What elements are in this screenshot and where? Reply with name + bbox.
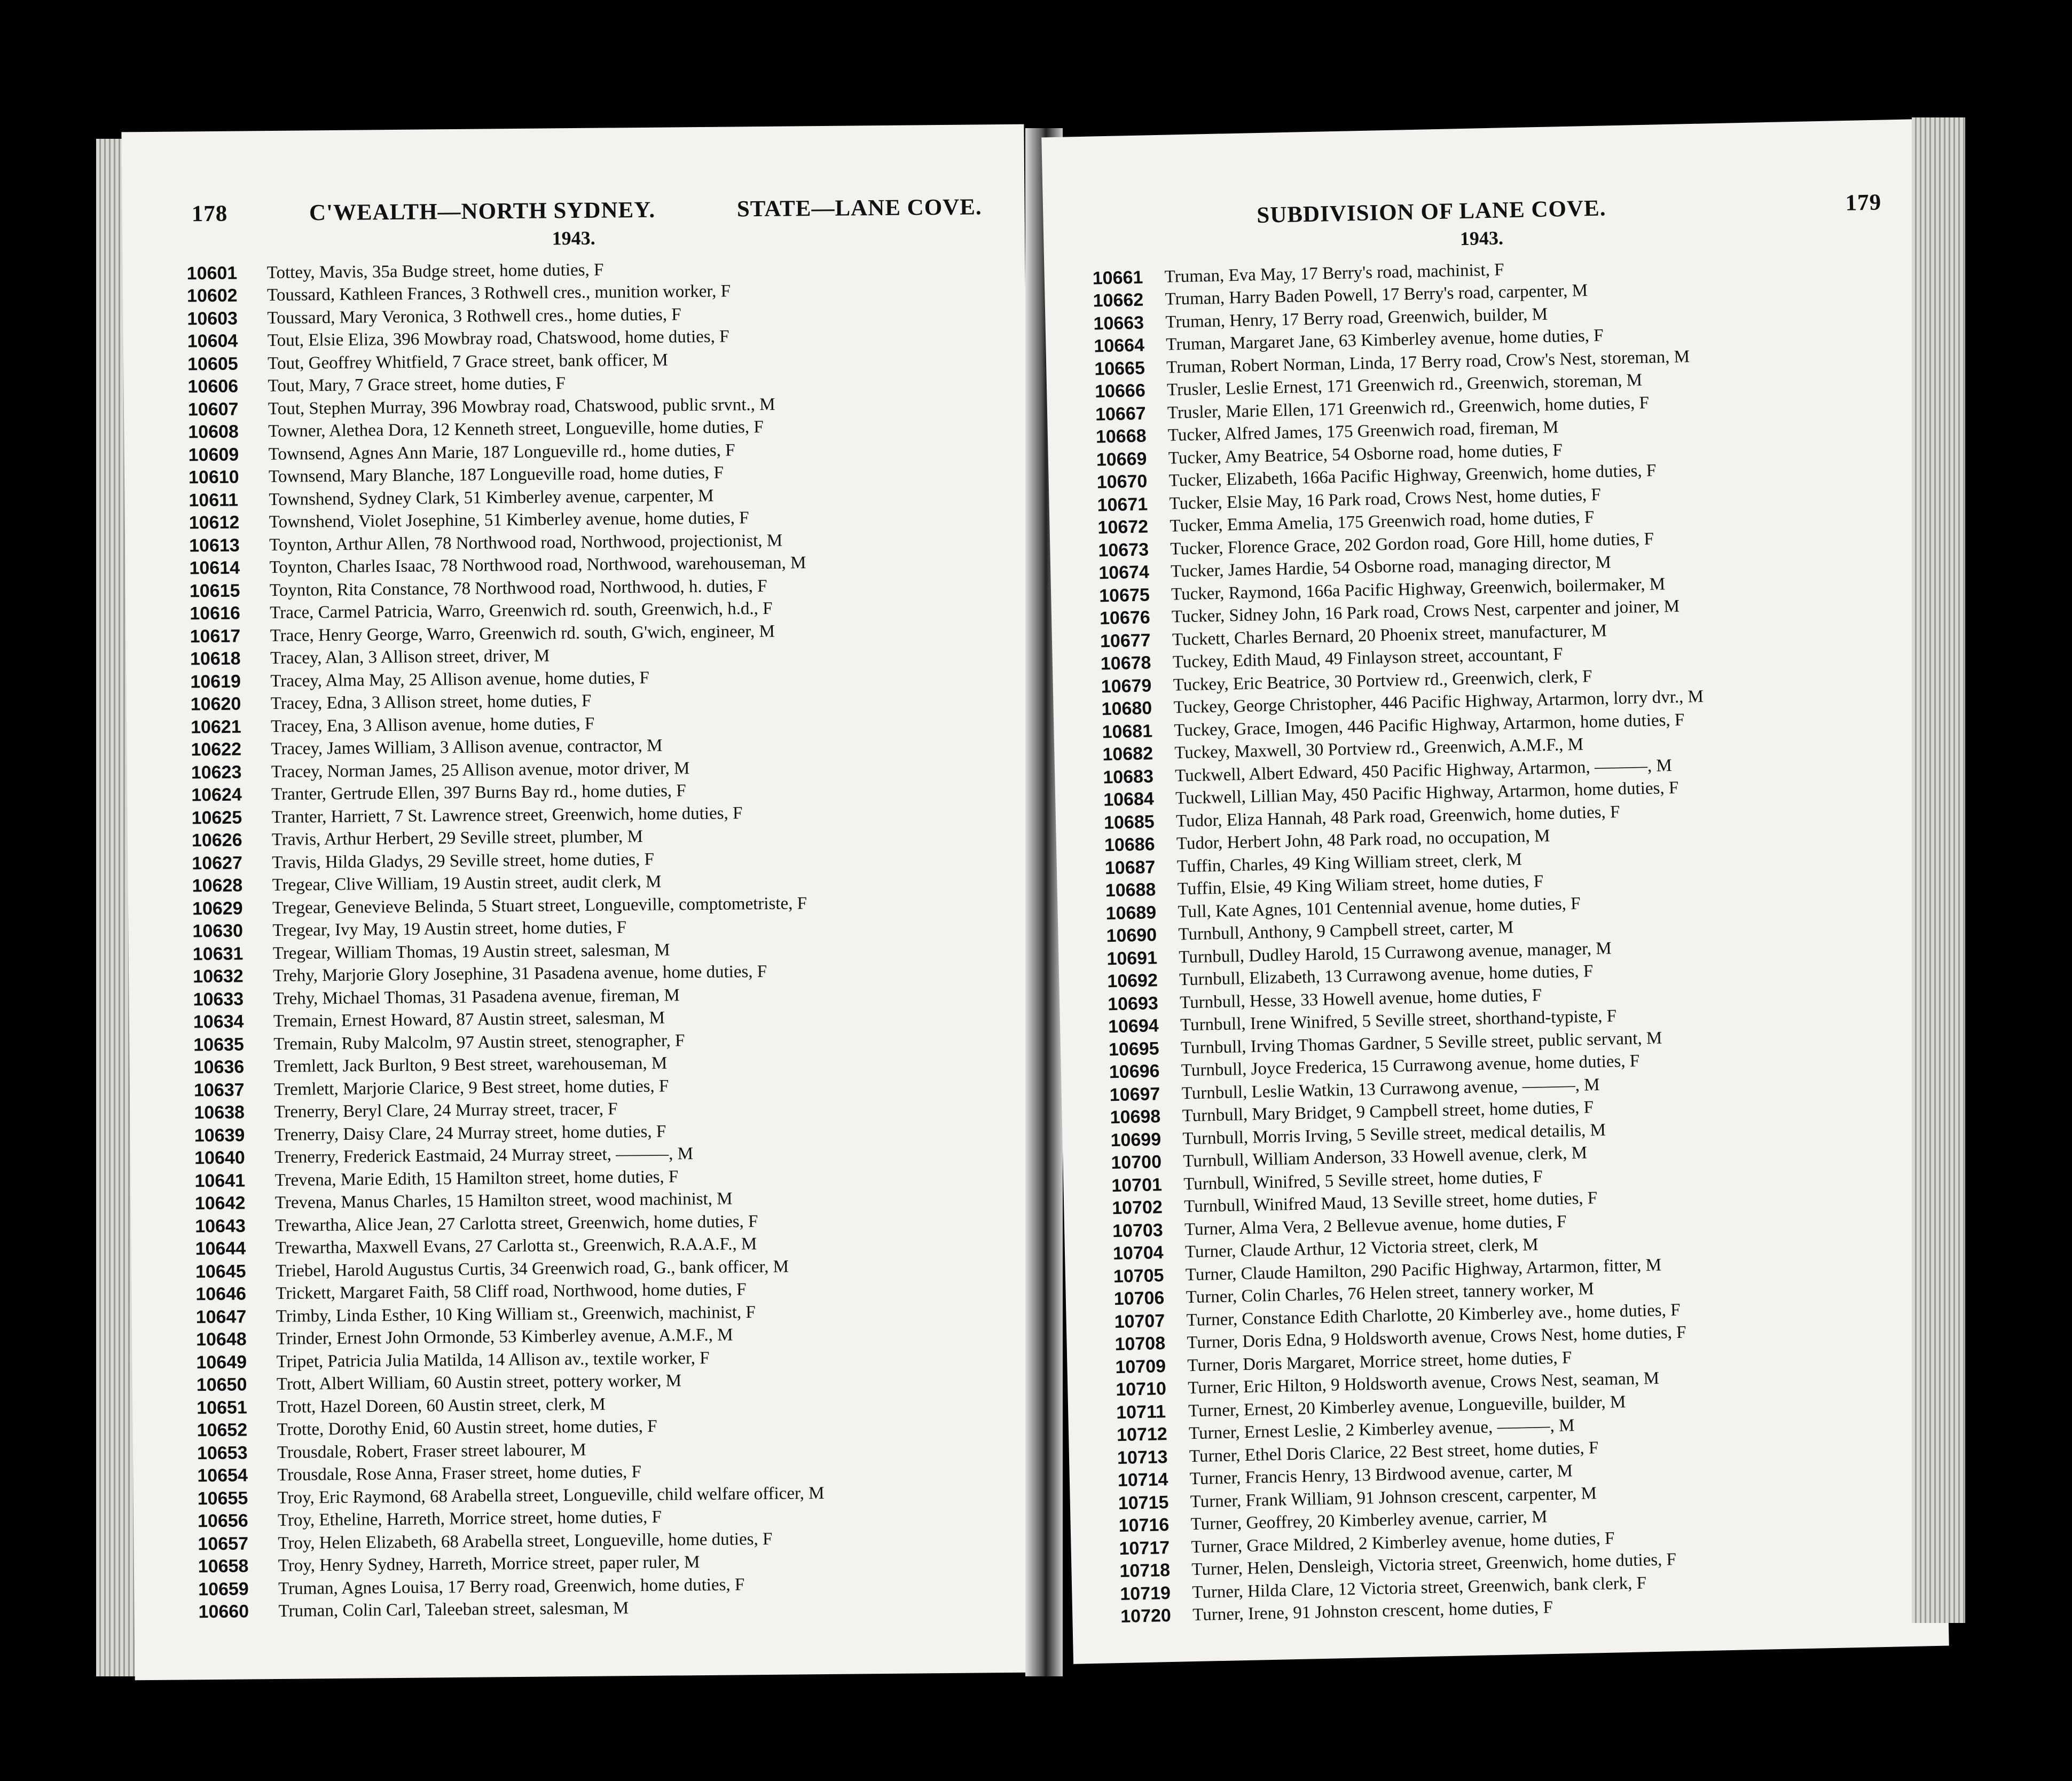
entry-text: Truman, Robert Norman, Linda, 17 Berry road, Crow's Nest, storeman, M xyxy=(1166,346,1690,377)
entry-text: Truman, Eva May, 17 Berry's road, machinist, F xyxy=(1164,260,1504,287)
entry-number: 10608 xyxy=(188,421,239,443)
entry-number: 10688 xyxy=(1105,879,1156,901)
entry-text: Travis, Arthur Herbert, 29 Seville street, plumber, M xyxy=(271,827,643,850)
entry-text: Toussard, Mary Veronica, 3 Rothwell cres., home duties, F xyxy=(267,305,681,328)
entry-text: Turnbull, Morris Irving, 5 Seville street, medical detailis, M xyxy=(1182,1120,1606,1149)
entry-text: Trewartha, Alice Jean, 27 Carlotta street, Greenwich, home duties, F xyxy=(275,1211,758,1235)
entry-number: 10647 xyxy=(195,1306,247,1328)
entry-text: Tremlett, Jack Burlton, 9 Best street, warehouseman, M xyxy=(273,1053,668,1077)
entry-number: 10611 xyxy=(189,490,239,511)
entry-text: Trousdale, Rose Anna, Fraser street, home duties, F xyxy=(277,1462,642,1485)
entry-number: 10717 xyxy=(1119,1537,1170,1559)
entry-text: Tregear, Ivy May, 19 Austin street, home duties, F xyxy=(272,918,627,941)
entry-text: Turner, Ernest, 20 Kimberley avenue, Longueville, builder, M xyxy=(1188,1392,1626,1421)
entry-text: Tranter, Gertrude Ellen, 397 Burns Bay rd., home duties, F xyxy=(271,781,686,805)
entry-text: Triebel, Harold Augustus Curtis, 34 Greenwich road, G., bank officer, M xyxy=(275,1257,789,1281)
entry-number: 10663 xyxy=(1093,312,1144,334)
entry-number: 10698 xyxy=(1110,1106,1161,1128)
entry-number: 10689 xyxy=(1105,902,1157,924)
entry-number: 10674 xyxy=(1098,562,1150,584)
entry-number: 10655 xyxy=(197,1488,248,1509)
entry-number: 10708 xyxy=(1115,1333,1166,1355)
entry-number: 10636 xyxy=(193,1057,245,1078)
entry-text: Turner, Frank William, 91 Johnson crescent, carpenter, M xyxy=(1190,1484,1597,1511)
entry-text: Truman, Harry Baden Powell, 17 Berry's road, carpenter, M xyxy=(1165,281,1588,309)
entry-text: Tremlett, Marjorie Clarice, 9 Best street, home duties, F xyxy=(273,1076,669,1099)
entry-text: Tuckey, Eric Beatrice, 30 Portview rd., Greenwich, clerk, F xyxy=(1173,666,1592,695)
entry-text: Truman, Colin Carl, Taleeban street, salesman, M xyxy=(278,1598,629,1621)
entry-number: 10651 xyxy=(197,1397,247,1419)
entry-number: 10709 xyxy=(1115,1356,1166,1377)
entry-text: Tucker, Elizabeth, 166a Pacific Highway, Greenwich, home duties, F xyxy=(1168,461,1657,491)
left-page-year: 1943. xyxy=(552,227,595,249)
entry-number: 10701 xyxy=(1111,1174,1163,1196)
entry-number: 10711 xyxy=(1116,1401,1166,1423)
entry-number: 10679 xyxy=(1101,675,1152,697)
entry-text: Townsend, Mary Blanche, 187 Longueville road, home duties, F xyxy=(268,463,724,487)
entry-text: Tudor, Eliza Hannah, 48 Park road, Greenwich, home duties, F xyxy=(1175,802,1620,831)
entry-text: Turner, Constance Edith Charlotte, 20 Kimberley ave., home duties, F xyxy=(1186,1300,1681,1330)
entry-text: Turnbull, Anthony, 9 Campbell street, carter, M xyxy=(1178,918,1514,944)
entry-text: Truman, Henry, 17 Berry road, Greenwich, builder, M xyxy=(1165,304,1548,332)
entry-number: 10601 xyxy=(186,263,238,284)
entry-text: Tucker, Alfred James, 175 Greenwich road, fireman, M xyxy=(1167,417,1559,445)
entry-number: 10649 xyxy=(196,1352,247,1373)
entry-text: Tout, Stephen Murray, 396 Mowbray road, Chatswood, public srvnt., M xyxy=(268,395,775,419)
entry-number: 10686 xyxy=(1104,834,1155,856)
entry-number: 10629 xyxy=(192,898,243,919)
entry-text: Tuckett, Charles Bernard, 20 Phoenix street, manufacturer, M xyxy=(1172,621,1607,650)
entry-number: 10699 xyxy=(1110,1129,1161,1150)
entry-text: Tregear, Clive William, 19 Austin street, audit clerk, M xyxy=(272,872,662,895)
entry-text: Turner, Doris Margaret, Morrice street, home duties, F xyxy=(1187,1347,1572,1376)
entry-text: Tuffin, Charles, 49 King William street, clerk, M xyxy=(1176,849,1522,877)
entry-number: 10606 xyxy=(187,376,239,397)
entry-number: 10617 xyxy=(190,626,241,647)
entry-number: 10678 xyxy=(1100,652,1151,674)
entry-number: 10694 xyxy=(1108,1015,1159,1037)
entry-number: 10696 xyxy=(1109,1061,1160,1083)
entry-text: Truman, Margaret Jane, 63 Kimberley avenue, home duties, F xyxy=(1166,326,1604,354)
entry-number: 10660 xyxy=(198,1601,249,1622)
entry-number: 10714 xyxy=(1117,1469,1168,1491)
entry-text: Trimby, Linda Esther, 10 King William st., Greenwich, machinist, F xyxy=(276,1302,756,1326)
entry-number: 10666 xyxy=(1094,380,1146,402)
entry-number: 10644 xyxy=(195,1238,246,1259)
entry-number: 10718 xyxy=(1119,1560,1171,1582)
entry-text: Tuckey, Edith Maud, 49 Finlayson street, accountant, F xyxy=(1172,644,1563,672)
entry-number: 10677 xyxy=(1100,630,1151,652)
entry-number: 10640 xyxy=(194,1147,245,1169)
entry-number: 10684 xyxy=(1103,789,1155,810)
entry-number: 10630 xyxy=(192,920,244,942)
entry-text: Turnbull, Winifred, 5 Seville street, home duties, F xyxy=(1183,1167,1543,1194)
entry-text: Tranter, Harriett, 7 St. Lawrence street, Greenwich, home duties, F xyxy=(271,803,743,827)
entry-text: Toynton, Rita Constance, 78 Northwood road, Northwood, h. duties, F xyxy=(269,576,767,600)
entry-text: Trinder, Ernest John Ormonde, 53 Kimberley avenue, A.M.F., M xyxy=(276,1325,733,1349)
entry-number: 10706 xyxy=(1113,1288,1165,1310)
entry-number: 10604 xyxy=(187,330,238,352)
entry-number: 10697 xyxy=(1109,1083,1160,1105)
right-page-number: 179 xyxy=(1845,190,1882,216)
entry-number: 10602 xyxy=(186,285,238,306)
entry-number: 10715 xyxy=(1118,1492,1169,1514)
entry-text: Tracey, Ena, 3 Allison avenue, home duties, F xyxy=(270,714,595,736)
entry-text: Trenerry, Frederick Eastmaid, 24 Murray street, ———, M xyxy=(274,1144,694,1168)
entry-text: Trace, Henry George, Warro, Greenwich rd. south, G'wich, engineer, M xyxy=(270,621,775,645)
entry-text: Tuckwell, Albert Edward, 450 Pacific Highway, Artarmon, ———, M xyxy=(1174,755,1673,786)
left-page-header xyxy=(192,194,982,227)
entry-number: 10691 xyxy=(1106,948,1158,970)
entry-text: Turnbull, Irene Winifred, 5 Seville street, shorthand-typiste, F xyxy=(1180,1006,1617,1035)
entry-number: 10685 xyxy=(1103,811,1155,833)
entry-number: 10670 xyxy=(1096,471,1148,493)
entry-number: 10650 xyxy=(196,1374,247,1396)
entry-text: Tregear, Genevieve Belinda, 5 Stuart street, Longueville, comptometriste, F xyxy=(272,894,807,918)
entry-number: 10625 xyxy=(191,807,242,829)
entry-number: 10716 xyxy=(1118,1515,1170,1536)
entry-text: Troy, Eric Raymond, 68 Arabella street, Longueville, child welfare officer, M xyxy=(277,1483,825,1508)
entry-number: 10657 xyxy=(198,1533,249,1555)
entry-text: Turner, Irene, 91 Johnston crescent, home duties, F xyxy=(1192,1598,1553,1625)
entry-number: 10605 xyxy=(187,353,238,375)
entry-text: Trusler, Marie Ellen, 171 Greenwich rd., Greenwich, home duties, F xyxy=(1167,393,1650,423)
entry-text: Tout, Geoffrey Whitfield, 7 Grace street, bank officer, M xyxy=(268,350,668,373)
left-page-number: 178 xyxy=(191,201,228,227)
entry-number: 10652 xyxy=(197,1420,248,1441)
entry-text: Townshend, Violet Josephine, 51 Kimberley avenue, home duties, F xyxy=(269,508,749,532)
entry-number: 10627 xyxy=(192,853,243,874)
entry-text: Tudor, Herbert John, 48 Park road, no occupation, M xyxy=(1176,826,1550,854)
entry-text: Tout, Elsie Eliza, 396 Mowbray road, Chatswood, home duties, F xyxy=(267,327,729,351)
entry-text: Turnbull, Mary Bridget, 9 Campbell street, home duties, F xyxy=(1182,1098,1594,1126)
entry-number: 10656 xyxy=(197,1510,248,1532)
entry-number: 10623 xyxy=(191,762,242,783)
entry-number: 10614 xyxy=(189,557,240,579)
entry-number: 10682 xyxy=(1102,743,1153,765)
left-page xyxy=(121,124,1037,1681)
entry-text: Turner, Eric Hilton, 9 Holdsworth avenue, Crows Nest, seaman, M xyxy=(1187,1369,1660,1398)
entry-number: 10664 xyxy=(1094,335,1145,357)
entry-text: Tripet, Patricia Julia Matilda, 14 Allison av., textile worker, F xyxy=(276,1348,710,1372)
entry-text: Turner, Francis Henry, 13 Birdwood avenue, carter, M xyxy=(1189,1461,1573,1489)
entry-number: 10635 xyxy=(193,1034,245,1055)
entry-text: Troy, Henry Sydney, Harreth, Morrice street, paper ruler, M xyxy=(278,1553,700,1576)
entry-text: Tremain, Ruby Malcolm, 97 Austin street, stenographer, F xyxy=(273,1031,685,1054)
left-header-title: C'WEALTH—NORTH SYDNEY. xyxy=(309,197,656,226)
entry-number: 10665 xyxy=(1094,358,1145,380)
entry-text: Toynton, Charles Isaac, 78 Northwood road, Northwood, warehouseman, M xyxy=(269,553,806,578)
entry-number: 10619 xyxy=(190,671,241,692)
entry-text: Turner, Claude Arthur, 12 Victoria street, clerk, M xyxy=(1184,1235,1539,1262)
entry-number: 10713 xyxy=(1117,1446,1168,1468)
entry-number: 10646 xyxy=(195,1283,247,1305)
entry-number: 10704 xyxy=(1112,1242,1164,1264)
entry-text: Tuckey, George Christopher, 446 Pacific Highway, Artarmon, lorry dvr., M xyxy=(1173,687,1704,718)
entry-number: 10720 xyxy=(1120,1605,1172,1627)
entry-number: 10609 xyxy=(188,444,239,466)
entry-number: 10702 xyxy=(1111,1197,1163,1219)
entry-text: Tracey, James William, 3 Allison avenue, contractor, M xyxy=(271,736,663,759)
entry-text: Travis, Hilda Gladys, 29 Seville street, home duties, F xyxy=(272,849,655,872)
entry-text: Turner, Colin Charles, 76 Helen street, tannery worker, M xyxy=(1186,1279,1595,1307)
entry-number: 10671 xyxy=(1097,494,1148,516)
entry-number: 10661 xyxy=(1092,267,1143,289)
entry-number: 10672 xyxy=(1097,516,1149,538)
entry-text: Truman, Agnes Louisa, 17 Berry road, Greenwich, home duties, F xyxy=(278,1575,745,1598)
entry-number: 10707 xyxy=(1114,1310,1165,1332)
entry-text: Tucker, Amy Beatrice, 54 Osborne road, home duties, F xyxy=(1168,440,1563,468)
entry-number: 10669 xyxy=(1096,448,1147,470)
right-header-title: SUBDIVISION OF LANE COVE. xyxy=(1256,195,1606,228)
entry-text: Tull, Kate Agnes, 101 Centennial avenue, home duties, F xyxy=(1178,894,1581,922)
entry-number: 10648 xyxy=(195,1329,247,1350)
left-entry-list xyxy=(187,255,1016,1624)
entry-number: 10668 xyxy=(1095,425,1147,447)
entry-number: 10631 xyxy=(192,943,244,965)
entry-text: Turnbull, Hesse, 33 Howell avenue, home duties, F xyxy=(1179,985,1542,1013)
entry-number: 10624 xyxy=(191,784,242,806)
right-page-year: 1943. xyxy=(1459,227,1504,250)
entry-text: Tuckey, Grace, Imogen, 446 Pacific Highway, Artarmon, home duties, F xyxy=(1174,710,1685,740)
entry-text: Tremain, Ernest Howard, 87 Austin street, salesman, M xyxy=(273,1008,665,1031)
entry-text: Townshend, Sydney Clark, 51 Kimberley avenue, carpenter, M xyxy=(269,486,714,509)
entry-number: 10645 xyxy=(195,1261,246,1282)
entry-text: Tucker, Sidney John, 16 Park road, Crows Nest, carpenter and joiner, M xyxy=(1171,596,1680,627)
entry-number: 10662 xyxy=(1093,289,1144,311)
entry-text: Tucker, Emma Amelia, 175 Greenwich road, home duties, F xyxy=(1170,508,1595,536)
entry-number: 10667 xyxy=(1095,403,1147,425)
entry-number: 10612 xyxy=(189,512,240,533)
entry-number: 10695 xyxy=(1108,1038,1159,1060)
right-page xyxy=(1041,119,1949,1664)
entry-text: Turner, Doris Edna, 9 Holdsworth avenue, Crows Nest, home duties, F xyxy=(1187,1322,1686,1353)
entry-text: Trewartha, Maxwell Evans, 27 Carlotta st., Greenwich, R.A.A.F., M xyxy=(275,1234,757,1258)
entry-number: 10693 xyxy=(1107,993,1159,1014)
entry-text: Troy, Etheline, Harreth, Morrice street, home duties, F xyxy=(277,1507,662,1531)
entry-number: 10632 xyxy=(193,966,244,987)
entry-text: Tucker, Raymond, 166a Pacific Highway, Greenwich, boilermaker, M xyxy=(1171,574,1666,604)
entry-number: 10642 xyxy=(194,1193,246,1214)
entry-text: Turner, Helen, Densleigh, Victoria street, Greenwich, home duties, F xyxy=(1191,1550,1677,1580)
entry-text: Tucker, James Hardie, 54 Osborne road, managing director, M xyxy=(1170,553,1612,581)
entry-number: 10683 xyxy=(1102,766,1154,788)
entry-text: Tucker, Florence Grace, 202 Gordon road, Gore Hill, home duties, F xyxy=(1170,529,1654,559)
entry-text: Turnbull, Irving Thomas Gardner, 5 Seville street, public servant, M xyxy=(1180,1028,1662,1058)
entry-number: 10700 xyxy=(1111,1152,1162,1173)
entry-text: Trusler, Leslie Ernest, 171 Greenwich rd., Greenwich, storeman, M xyxy=(1166,371,1643,400)
entry-text: Townsend, Agnes Ann Marie, 187 Longueville rd., home duties, F xyxy=(268,440,735,464)
entry-number: 10680 xyxy=(1101,698,1152,720)
entry-text: Turner, Geoffrey, 20 Kimberley avenue, carrier, M xyxy=(1190,1507,1548,1534)
left-header-subtitle: STATE—LANE COVE. xyxy=(736,194,982,222)
entry-number: 10659 xyxy=(198,1579,249,1600)
entry-number: 10719 xyxy=(1120,1582,1171,1604)
entry-number: 10687 xyxy=(1104,857,1156,879)
entry-text: Trott, Albert William, 60 Austin street, pottery worker, M xyxy=(276,1371,682,1394)
entry-text: Trotte, Dorothy Enid, 60 Austin street, home duties, F xyxy=(277,1417,657,1440)
entry-number: 10705 xyxy=(1113,1265,1164,1287)
entry-number: 10712 xyxy=(1116,1424,1168,1446)
entry-text: Tucker, Elsie May, 16 Park road, Crows Nest, home duties, F xyxy=(1169,485,1602,514)
entry-number: 10626 xyxy=(191,830,242,851)
entry-text: Trehy, Michael Thomas, 31 Pasadena avenue, fireman, M xyxy=(273,986,680,1008)
entry-text: Trace, Carmel Patricia, Warro, Greenwich rd. south, Greenwich, h.d., F xyxy=(270,599,773,623)
entry-number: 10653 xyxy=(197,1443,248,1464)
entry-number: 10615 xyxy=(189,580,240,602)
entry-text: Turner, Alma Vera, 2 Bellevue avenue, home duties, F xyxy=(1184,1212,1567,1240)
entry-text: Tracey, Alan, 3 Allison street, driver, M xyxy=(270,646,550,668)
entry-number: 10603 xyxy=(187,308,238,329)
entry-text: Tuckwell, Lillian May, 450 Pacific Highway, Artarmon, home duties, F xyxy=(1175,778,1679,808)
entry-text: Towner, Alethea Dora, 12 Kenneth street, Longueville, home duties, F xyxy=(268,417,764,442)
entry-number: 10610 xyxy=(188,467,239,488)
entry-text: Turner, Hilda Clare, 12 Victoria street, Greenwich, bank clerk, F xyxy=(1191,1573,1647,1602)
entry-text: Trenerry, Daisy Clare, 24 Murray street, home duties, F xyxy=(274,1122,666,1145)
entry-text: Turnbull, Elizabeth, 13 Currawong avenue, home duties, F xyxy=(1179,962,1594,990)
entry-text: Trenerry, Beryl Clare, 24 Murray street, tracer, F xyxy=(274,1099,618,1122)
entry-text: Turnbull, Winifred Maud, 13 Seville street, home duties, F xyxy=(1183,1188,1598,1217)
entry-number: 10622 xyxy=(191,739,242,760)
entry-text: Turner, Claude Hamilton, 290 Pacific Highway, Artarmon, fitter, M xyxy=(1185,1255,1662,1285)
right-entry-list xyxy=(1092,250,1916,1628)
entry-text: Turnbull, Dudley Harold, 15 Currawong avenue, manager, M xyxy=(1179,939,1612,967)
entry-number: 10675 xyxy=(1098,585,1150,606)
entry-number: 10621 xyxy=(190,716,241,738)
entry-number: 10628 xyxy=(192,875,243,896)
entry-number: 10607 xyxy=(187,399,239,420)
entry-text: Tracey, Edna, 3 Allison street, home duties, F xyxy=(270,691,592,714)
entry-text: Trehy, Marjorie Glory Josephine, 31 Pasadena avenue, home duties, F xyxy=(273,962,767,986)
entry-text: Trott, Hazel Doreen, 60 Austin street, clerk, M xyxy=(277,1394,606,1417)
entry-number: 10643 xyxy=(195,1216,246,1237)
entry-number: 10692 xyxy=(1106,970,1158,992)
entry-number: 10703 xyxy=(1112,1219,1164,1241)
page-edges-right xyxy=(1912,117,1965,1623)
entry-text: Turner, Ethel Doris Clarice, 22 Best street, home duties, F xyxy=(1189,1438,1599,1466)
entry-number: 10673 xyxy=(1098,539,1149,561)
entry-text: Tracey, Norman James, 25 Allison avenue, motor driver, M xyxy=(271,758,690,782)
entry-number: 10634 xyxy=(193,1011,244,1033)
entry-text: Trevena, Manus Charles, 15 Hamilton street, wood machinist, M xyxy=(274,1189,733,1213)
entry-text: Trousdale, Robert, Fraser street labourer, M xyxy=(277,1440,586,1462)
entry-text: Turnbull, Joyce Frederica, 15 Currawong avenue, home duties, F xyxy=(1181,1051,1640,1081)
entry-text: Tuckey, Maxwell, 30 Portview rd., Greenwich, A.M.F., M xyxy=(1174,735,1584,763)
entry-text: Turner, Ernest Leslie, 2 Kimberley avenue, ———, M xyxy=(1188,1416,1575,1444)
entry-text: Tottey, Mavis, 35a Budge street, home duties, F xyxy=(266,260,604,282)
entry-text: Tuffin, Elsie, 49 King Wiliam street, home duties, F xyxy=(1177,872,1544,899)
entry-number: 10654 xyxy=(197,1465,248,1486)
entry-number: 10676 xyxy=(1099,607,1151,629)
entry-text: Turner, Grace Mildred, 2 Kimberley avenue, home duties, F xyxy=(1191,1528,1615,1557)
entry-number: 10618 xyxy=(190,648,241,669)
entry-number: 10639 xyxy=(194,1125,245,1146)
entry-text: Troy, Helen Elizabeth, 68 Arabella street, Longueville, home duties, F xyxy=(278,1529,773,1553)
entry-text: Toussard, Kathleen Frances, 3 Rothwell cres., munition worker, F xyxy=(266,281,731,305)
entry-number: 10613 xyxy=(189,535,240,556)
entry-text: Trevena, Marie Edith, 15 Hamilton street, home duties, F xyxy=(274,1167,679,1190)
entry-number: 10658 xyxy=(198,1556,249,1577)
entry-number: 10710 xyxy=(1115,1378,1167,1400)
entry-number: 10633 xyxy=(193,989,244,1010)
entry-text: Toynton, Arthur Allen, 78 Northwood road, Northwood, projectionist, M xyxy=(269,531,783,555)
entry-number: 10620 xyxy=(190,694,241,715)
open-book xyxy=(96,96,1965,1687)
entry-text: Tracey, Alma May, 25 Allison avenue, home duties, F xyxy=(270,668,649,691)
entry-number: 10637 xyxy=(193,1079,245,1101)
entry-text: Turnbull, William Anderson, 33 Howell avenue, clerk, M xyxy=(1183,1143,1588,1171)
entry-number: 10690 xyxy=(1106,925,1157,947)
entry-text: Tout, Mary, 7 Grace street, home duties, F xyxy=(268,374,566,396)
entry-number: 10616 xyxy=(190,603,240,624)
entry-number: 10638 xyxy=(194,1102,245,1123)
entry-text: Trickett, Margaret Faith, 58 Cliff road, Northwood, home duties, F xyxy=(276,1280,747,1304)
entry-number: 10641 xyxy=(194,1170,246,1192)
entry-number: 10681 xyxy=(1102,721,1153,743)
entry-text: Tregear, William Thomas, 19 Austin street, salesman, M xyxy=(272,940,670,963)
entry-text: Turnbull, Leslie Watkin, 13 Currawong avenue, ———, M xyxy=(1181,1075,1600,1104)
